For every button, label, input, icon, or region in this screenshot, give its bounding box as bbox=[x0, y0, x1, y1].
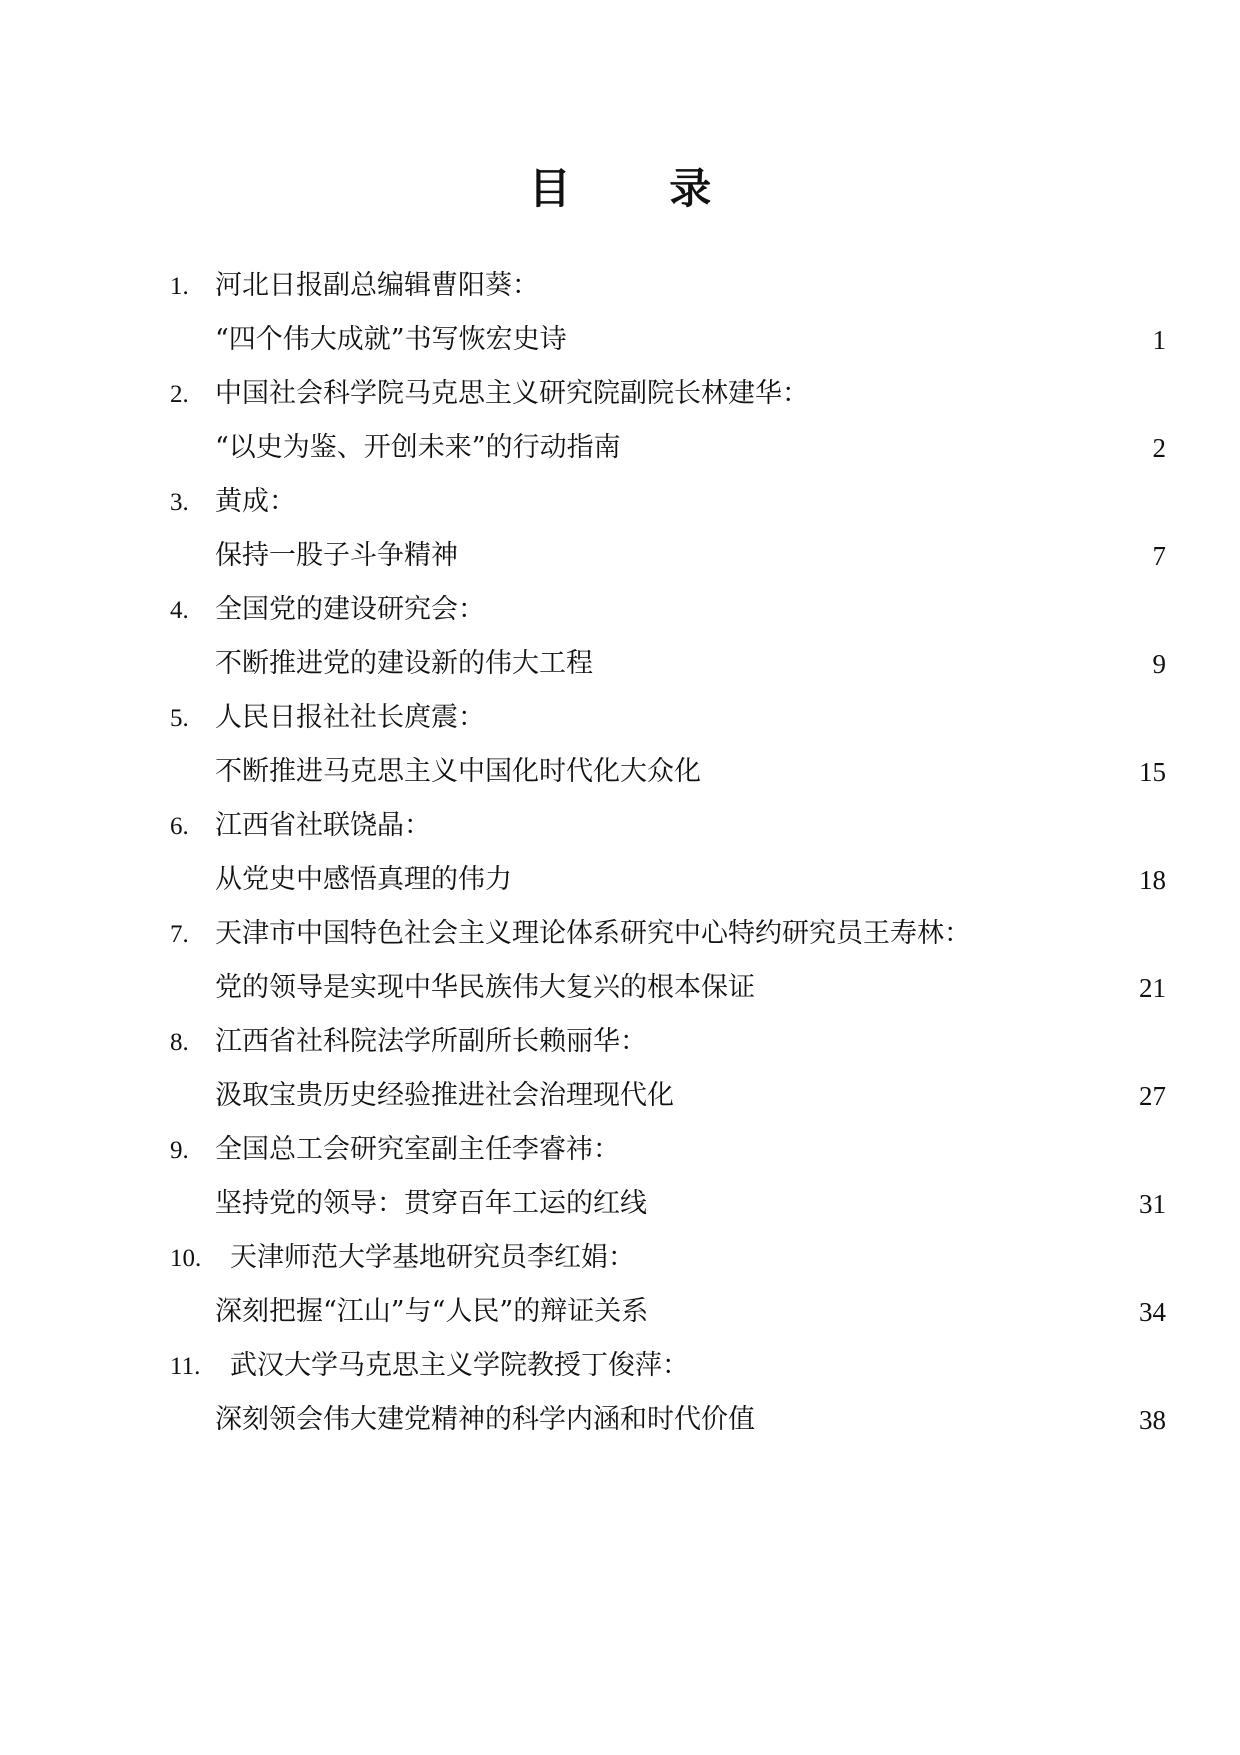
toc-entry-number: 5. bbox=[170, 705, 189, 732]
toc-entry-author: 人民日报社社长庹震： bbox=[215, 702, 485, 733]
toc-entry-number: 10. bbox=[170, 1245, 202, 1272]
toc-entry-page-number: 21 bbox=[1139, 973, 1166, 1003]
toc-entry-page-number: 18 bbox=[1139, 865, 1166, 895]
toc-entry[interactable] bbox=[0, 802, 1240, 910]
toc-entry-heading bbox=[170, 1234, 635, 1282]
toc-entry-title: 保持一股子斗争精神 bbox=[215, 540, 458, 571]
toc-entry-heading bbox=[170, 694, 485, 742]
toc-entry[interactable] bbox=[0, 478, 1240, 586]
toc-entry-title: 从党史中感悟真理的伟力 bbox=[215, 864, 512, 895]
toc-entry-page-number: 27 bbox=[1139, 1081, 1166, 1111]
toc-entry-title: 不断推进党的建设新的伟大工程 bbox=[215, 648, 593, 679]
toc-entry-number: 4. bbox=[170, 597, 189, 624]
toc-entry-heading bbox=[170, 802, 431, 850]
toc-entry-title: 党的领导是实现中华民族伟大复兴的根本保证 bbox=[215, 972, 755, 1003]
toc-entry-title: 深刻把握“江山”与“人民”的辩证关系 bbox=[215, 1296, 649, 1327]
toc-entry-page-number: 2 bbox=[1152, 433, 1166, 463]
toc-entry[interactable] bbox=[0, 694, 1240, 802]
toc-entry[interactable] bbox=[0, 370, 1240, 478]
toc-entry-number: 9. bbox=[170, 1137, 189, 1164]
toc-entry-author: 全国党的建设研究会： bbox=[215, 594, 485, 625]
toc-entry-title: 深刻领会伟大建党精神的科学内涵和时代价值 bbox=[215, 1404, 755, 1435]
toc-entry-page-number: 34 bbox=[1139, 1297, 1166, 1327]
toc-entry-author: 江西省社科院法学所副所长赖丽华： bbox=[215, 1026, 647, 1057]
toc-entry-author: 黄成： bbox=[215, 486, 296, 517]
toc-entry[interactable] bbox=[0, 1342, 1240, 1450]
toc-entry[interactable] bbox=[0, 586, 1240, 694]
toc-entry-heading bbox=[170, 910, 971, 958]
page-title: 目 录 bbox=[528, 164, 754, 213]
toc-entry-author: 天津市中国特色社会主义理论体系研究中心特约研究员王寿林： bbox=[215, 918, 971, 949]
toc-entry-number: 1. bbox=[170, 273, 189, 300]
toc-entry-number: 8. bbox=[170, 1029, 189, 1056]
toc-entry-number: 6. bbox=[170, 813, 189, 840]
toc-entry-author: 中国社会科学院马克思主义研究院副院长林建华： bbox=[215, 378, 809, 409]
toc-entry-number: 2. bbox=[170, 381, 189, 408]
toc-entry-heading bbox=[170, 1126, 620, 1174]
toc-entry-number: 7. bbox=[170, 921, 189, 948]
toc-entry-author: 天津师范大学基地研究员李红娟： bbox=[230, 1242, 635, 1273]
toc-entry-page-number: 38 bbox=[1139, 1405, 1166, 1435]
toc-entry-page-number: 1 bbox=[1152, 325, 1166, 355]
toc-entry-author: 全国总工会研究室副主任李睿祎： bbox=[215, 1134, 620, 1165]
toc-entry-title: 汲取宝贵历史经验推进社会治理现代化 bbox=[215, 1080, 674, 1111]
toc-entry-page-number: 15 bbox=[1139, 757, 1166, 787]
toc-entry[interactable] bbox=[0, 910, 1240, 1018]
toc-entry-number: 3. bbox=[170, 489, 189, 516]
toc-entry-heading bbox=[170, 586, 485, 634]
toc-entry-heading bbox=[170, 1342, 689, 1390]
toc-entry-page-number: 9 bbox=[1152, 649, 1166, 679]
toc-entry[interactable] bbox=[0, 262, 1240, 370]
toc-entry-title: “以史为鉴、开创未来”的行动指南 bbox=[215, 432, 621, 463]
toc-entry-author: 河北日报副总编辑曹阳葵： bbox=[215, 270, 539, 301]
table-of-contents bbox=[0, 262, 1240, 1450]
toc-entry-title: “四个伟大成就”书写恢宏史诗 bbox=[215, 324, 567, 355]
toc-entry-author: 武汉大学马克思主义学院教授丁俊萍： bbox=[230, 1350, 689, 1381]
toc-entry[interactable] bbox=[0, 1126, 1240, 1234]
toc-entry-number: 11. bbox=[170, 1353, 201, 1380]
toc-entry-heading bbox=[170, 478, 296, 526]
toc-entry-title: 坚持党的领导：贯穿百年工运的红线 bbox=[215, 1188, 647, 1219]
toc-entry-title: 不断推进马克思主义中国化时代化大众化 bbox=[215, 756, 701, 787]
toc-entry-page-number: 7 bbox=[1152, 541, 1166, 571]
toc-entry-heading bbox=[170, 370, 809, 418]
toc-entry[interactable] bbox=[0, 1234, 1240, 1342]
toc-entry-heading bbox=[170, 262, 539, 310]
toc-entry-author: 江西省社联饶晶： bbox=[215, 810, 431, 841]
toc-entry[interactable] bbox=[0, 1018, 1240, 1126]
toc-entry-page-number: 31 bbox=[1139, 1189, 1166, 1219]
toc-entry-heading bbox=[170, 1018, 647, 1066]
